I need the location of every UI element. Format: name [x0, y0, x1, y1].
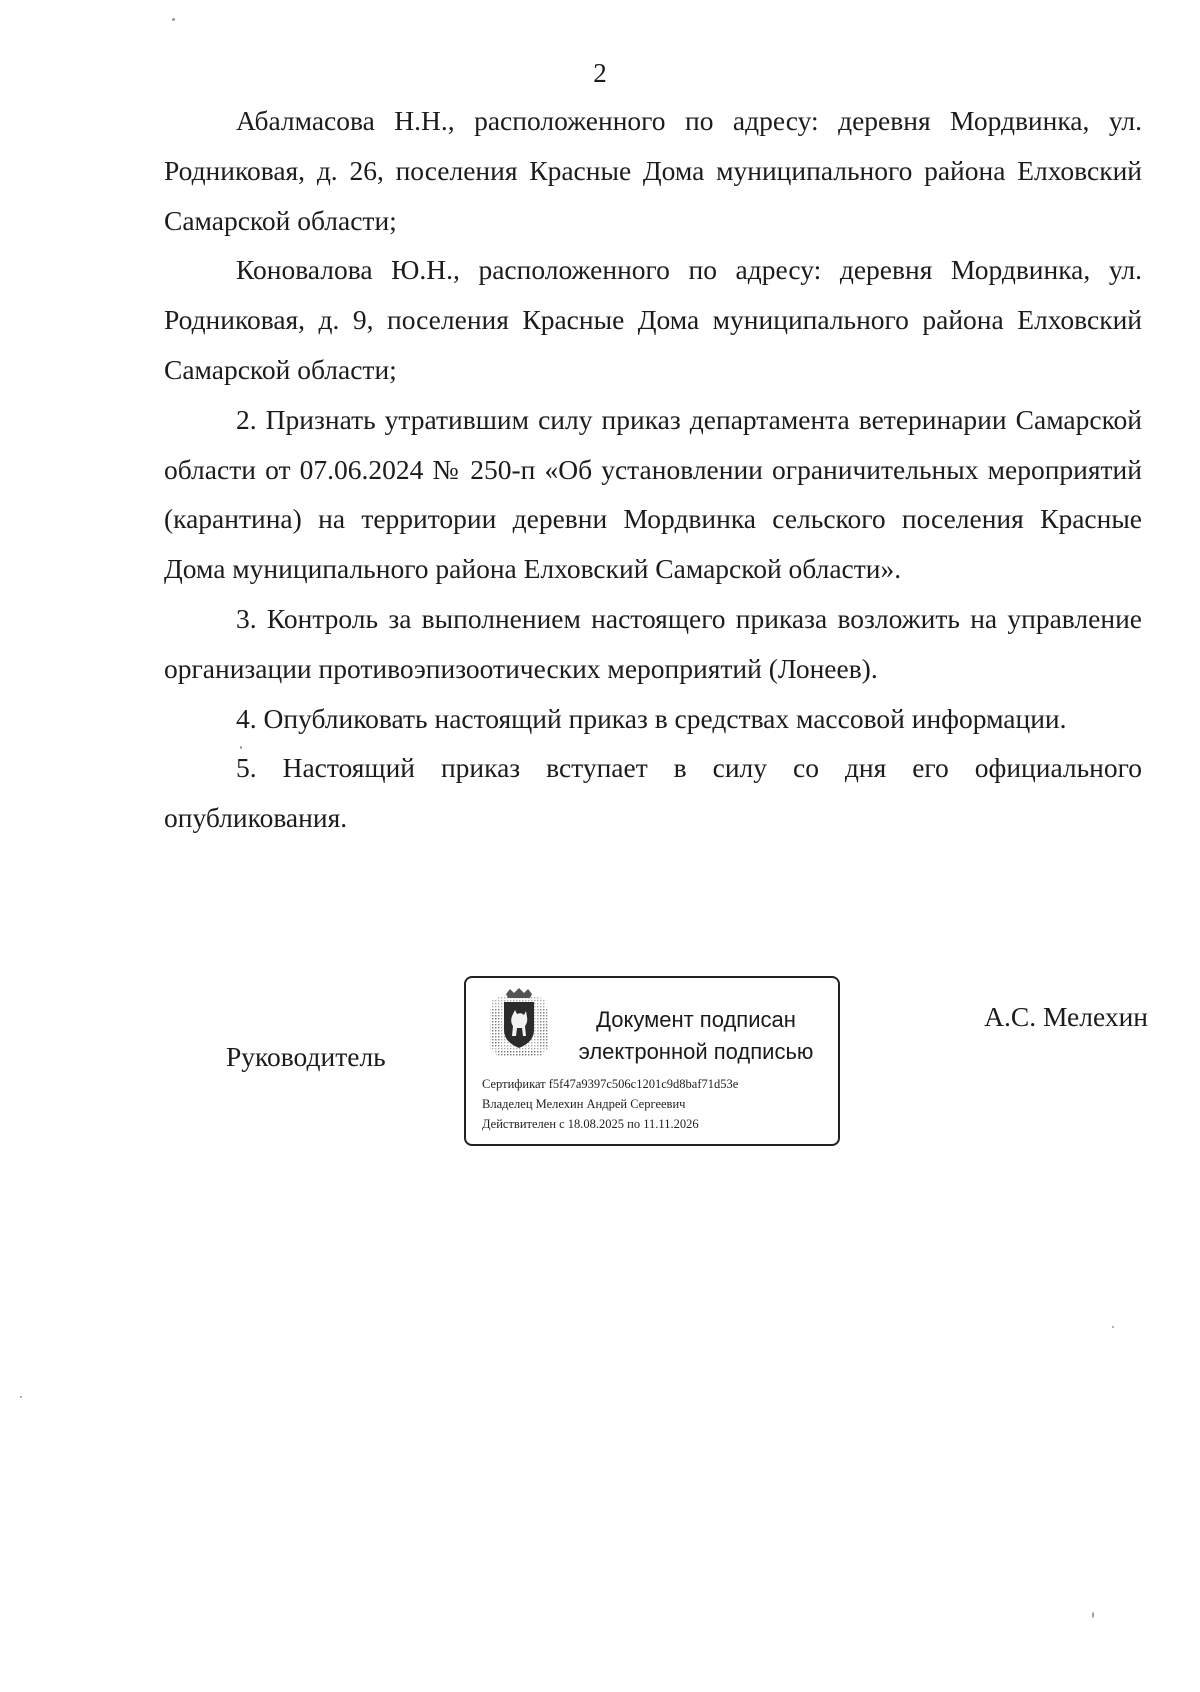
scan-speck — [1092, 1612, 1094, 1618]
stamp-title — [566, 1004, 826, 1068]
stamp-owner: Владелец Мелехин Андрей Сергеевич — [482, 1097, 686, 1111]
scan-speck — [1112, 1326, 1114, 1328]
electronic-signature-stamp — [464, 976, 840, 1146]
stamp-title-line-1: Документ подписан — [596, 1007, 796, 1032]
paragraph-item-4: 4. Опубликовать настоящий приказ в средствах массовой информации. — [236, 702, 1067, 734]
document-body — [164, 96, 1142, 843]
paragraph-abalmasov: Абалмасова Н.Н., расположенного по адресу: деревня Мордвинка, ул. Родниковая, д. 26, поселения Красные Дома муниципального района Елховский Самарской области; — [164, 105, 1142, 236]
paragraph-item-2: 2. Признать утратившим силу приказ департамента ветеринарии Самарской области от 07.06.2024 № 250-п «Об установлении ограничительных мероприятий (карантина) на территории деревни Мордвинка сельского поселения Красные Дома муниципального района Елховский Самарской области». — [164, 403, 1142, 585]
paragraph-item-5: 5. Настоящий приказ вступает в силу со дня его официального опубликования. — [164, 752, 1142, 834]
stamp-title-line-2: электронной подписью — [578, 1039, 814, 1064]
samara-coat-of-arms-icon — [486, 988, 552, 1062]
paragraph-konovalov: Коновалова Ю.Н., расположенного по адресу: деревня Мордвинка, ул. Родниковая, д. 9, поселения Красные Дома муниципального района Елховский Самарской области; — [164, 254, 1142, 385]
signature-position-label: Руководитель — [226, 1041, 386, 1072]
signer-name: А.С. Мелехин — [984, 1001, 1148, 1032]
stamp-details — [482, 1074, 832, 1134]
scan-speck — [240, 746, 242, 749]
scan-speck — [20, 1396, 22, 1398]
stamp-validity: Действителен с 18.08.2025 по 11.11.2026 — [482, 1117, 699, 1131]
stamp-certificate: Сертификат f5f47a9397c506c1201c9d8baf71d53e — [482, 1077, 739, 1091]
scan-speck — [172, 18, 175, 21]
paragraph-item-3: 3. Контроль за выполнением настоящего приказа возложить на управление организации противоэпизоотических мероприятий (Лонеев). — [164, 602, 1142, 684]
page-number: 2 — [593, 58, 607, 88]
